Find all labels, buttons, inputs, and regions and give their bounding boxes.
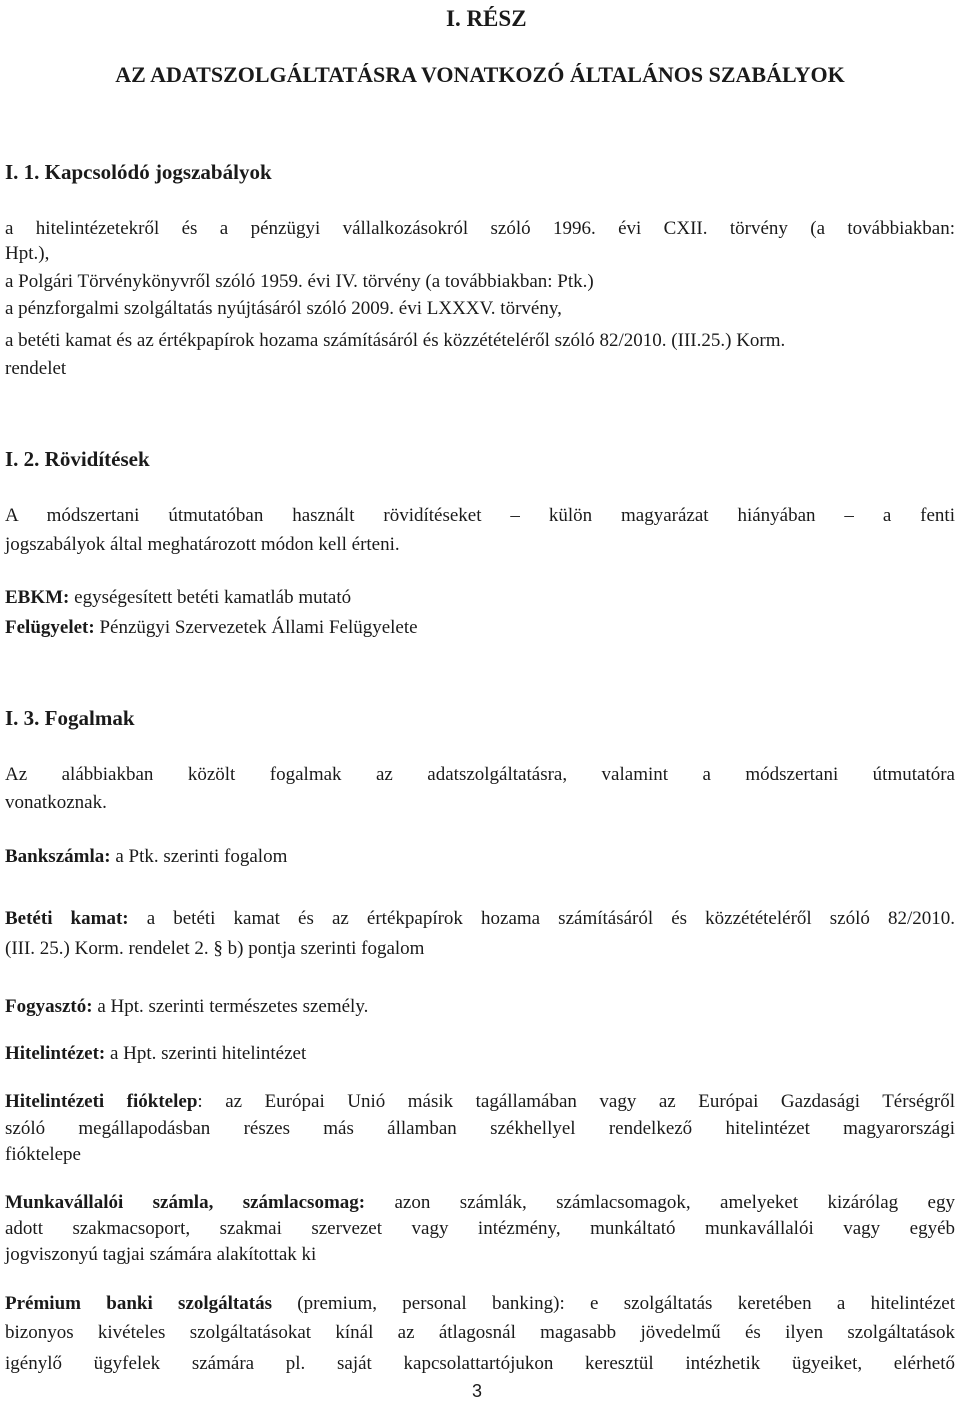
paragraph-line: jogviszonyú tagjai számára alakítottak ki xyxy=(5,1244,317,1265)
definition-text: a Hpt. szerinti természetes személy. xyxy=(92,996,369,1017)
paragraph-line: a Polgári Törvénykönyvről szóló 1959. évi IV. törvény (a továbbiakban: Ptk.) xyxy=(5,271,594,292)
part-title: I. RÉSZ xyxy=(446,6,527,31)
paragraph-line: fióktelepe xyxy=(5,1144,81,1165)
definition-munkavallaloi xyxy=(5,1192,955,1214)
abbreviation-term: EBKM: xyxy=(5,587,70,608)
paragraph-line: a hitelintézetekről és a pénzügyi vállalkozásokról szóló 1996. évi CXII. törvény (a továbbiakban: xyxy=(5,218,955,239)
definition-hitelintezet xyxy=(5,1043,306,1065)
paragraph-line: szóló megállapodásban részes más államban székhellyel rendelkező hitelintézet magyarországi xyxy=(5,1118,955,1139)
definition-text: : az Európai Unió másik tagállamában vagy az Európai Gazdasági Térségről xyxy=(197,1091,956,1112)
paragraph-line: A módszertani útmutatóban használt rövidítéseket – külön magyarázat hiányában – a fenti xyxy=(5,505,955,526)
definition-term: Prémium banki szolgáltatás xyxy=(5,1293,272,1314)
document-title: AZ ADATSZOLGÁLTATÁSRA VONATKOZÓ ÁLTALÁNOS SZABÁLYOK xyxy=(115,62,845,87)
abbreviation-text: Pénzügyi Szervezetek Állami Felügyelete xyxy=(94,617,418,638)
definition-text: a betéti kamat és az értékpapírok hozama számításáról és közzétételéről szóló 82/2010. xyxy=(128,908,956,929)
definition-fogyaszto xyxy=(5,996,368,1018)
paragraph-line: rendelet xyxy=(5,358,67,379)
definition-beteti-kamat xyxy=(5,908,955,930)
paragraph-line: (III. 25.) Korm. rendelet 2. § b) pontja szerinti fogalom xyxy=(5,938,425,959)
abbreviation-ebkm xyxy=(5,587,351,609)
section-heading-1: I. 1. Kapcsolódó jogszabályok xyxy=(5,160,272,184)
page-number: 3 xyxy=(472,1381,483,1401)
paragraph-line: a betéti kamat és az értékpapírok hozama számításáról és közzétételéről szóló 82/2010. (III.25.) Korm. xyxy=(5,330,786,351)
definition-term: Bankszámla: xyxy=(5,846,111,867)
definition-bankszamla xyxy=(5,846,287,868)
abbreviation-felugyelet xyxy=(5,617,418,639)
definition-premium xyxy=(5,1293,955,1315)
paragraph-line: Az alábbiakban közölt fogalmak az adatszolgáltatásra, valamint a módszertani útmutatóra xyxy=(5,764,955,785)
abbreviation-text: egységesített betéti kamatláb mutató xyxy=(69,587,352,608)
definition-term: Munkavállalói számla, számlacsomag: xyxy=(5,1192,366,1213)
definition-term: Betéti kamat: xyxy=(5,908,129,929)
abbreviation-term: Felügyelet: xyxy=(5,617,95,638)
paragraph-line: adott szakmacsoport, szakmai szervezet vagy intézmény, munkáltató munkavállalói vagy egyéb xyxy=(5,1218,955,1239)
paragraph-line: igénylő ügyfelek számára pl. saját kapcsolattartójukon keresztül intézhetik ügyeiket, elérhető xyxy=(5,1353,955,1374)
definition-text: azon számlák, számlacsomagok, amelyeket kizárólag egy xyxy=(365,1192,955,1213)
definition-term: Hitelintézeti fióktelep xyxy=(5,1091,198,1112)
paragraph-line: a pénzforgalmi szolgáltatás nyújtásáról szóló 2009. évi LXXXV. törvény, xyxy=(5,298,562,319)
section-heading-3: I. 3. Fogalmak xyxy=(5,706,135,730)
paragraph-line: jogszabályok által meghatározott módon kell érteni. xyxy=(5,534,400,555)
definition-text: (premium, personal banking): e szolgáltatás keretében a hitelintézet xyxy=(272,1293,956,1314)
section-heading-2: I. 2. Rövidítések xyxy=(5,447,150,471)
definition-term: Hitelintézet: xyxy=(5,1043,106,1064)
definition-text: a Ptk. szerinti fogalom xyxy=(110,846,288,867)
definition-text: a Hpt. szerinti hitelintézet xyxy=(105,1043,307,1064)
paragraph-line: Hpt.), xyxy=(5,243,50,264)
definition-fioktelep xyxy=(5,1091,955,1113)
paragraph-line: vonatkoznak. xyxy=(5,792,107,813)
paragraph-line: bizonyos kivételes szolgáltatásokat kínál az átlagosnál magasabb jövedelmű és ilyen szolgáltatások xyxy=(5,1322,955,1343)
definition-term: Fogyasztó: xyxy=(5,996,93,1017)
